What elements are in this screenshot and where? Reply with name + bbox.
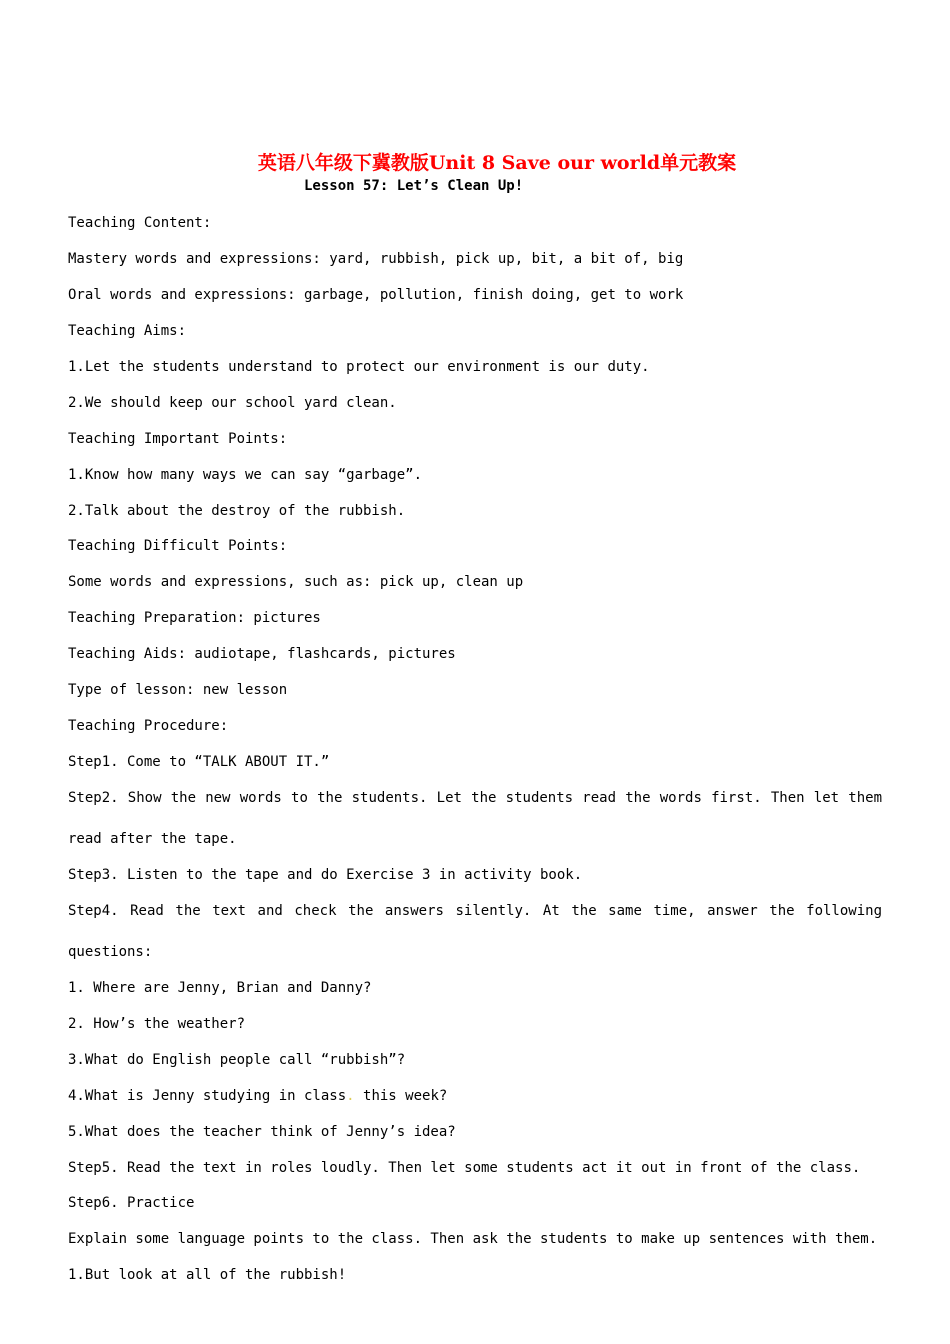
stray-mark: .: [346, 1088, 355, 1104]
teaching-aims-heading: Teaching Aims:: [68, 323, 187, 339]
step-4-continuation: questions:: [68, 944, 153, 960]
document-title: 英语八年级下冀教版Unit 8 Save our world单元教案: [257, 152, 737, 174]
step-4: Step4. Read the text and check the answers silently. At the same time, answer the following: [68, 903, 882, 919]
lesson-subtitle: Lesson 57: Let’s Clean Up!: [304, 178, 524, 194]
question-1: 1. Where are Jenny, Brian and Danny?: [68, 980, 372, 996]
lesson-type-line: Type of lesson: new lesson: [68, 682, 288, 698]
teaching-content-heading: Teaching Content:: [68, 215, 212, 231]
step-3: Step3. Listen to the tape and do Exercise 3 in activity book.: [68, 867, 583, 883]
question-5: 5.What does the teacher think of Jenny’s idea?: [68, 1124, 456, 1140]
teaching-aids-line: Teaching Aids: audiotape, flashcards, pictures: [68, 646, 456, 662]
practice-explanation: Explain some language points to the class. Then ask the students to make up sentences with them.: [68, 1231, 878, 1247]
question-4-part-1: 4.What is Jenny studying in class: [68, 1088, 347, 1104]
aim-item-2: 2.We should keep our school yard clean.: [68, 395, 397, 411]
question-3: 3.What do English people call “rubbish”?: [68, 1052, 406, 1068]
practice-item-1: 1.But look at all of the rubbish!: [68, 1267, 347, 1283]
important-point-1: 1.Know how many ways we can say “garbage”.: [68, 467, 423, 483]
question-4-part-2: this week?: [354, 1088, 448, 1104]
difficult-points-heading: Teaching Difficult Points:: [68, 538, 288, 554]
important-point-2: 2.Talk about the destroy of the rubbish.: [68, 503, 406, 519]
teaching-procedure-heading: Teaching Procedure:: [68, 718, 229, 734]
oral-words-line: Oral words and expressions: garbage, pollution, finish doing, get to work: [68, 287, 684, 303]
step-1: Step1. Come to “TALK ABOUT IT.”: [68, 754, 330, 770]
question-4: [68, 1087, 447, 1105]
question-2: 2. How’s the weather?: [68, 1016, 246, 1032]
difficult-points-line: Some words and expressions, such as: pick up, clean up: [68, 574, 524, 590]
step-2-continuation: read after the tape.: [68, 831, 237, 847]
mastery-words-line: Mastery words and expressions: yard, rubbish, pick up, bit, a bit of, big: [68, 251, 684, 267]
teaching-preparation-line: Teaching Preparation: pictures: [68, 610, 321, 626]
step-5: Step5. Read the text in roles loudly. Then let some students act it out in front of the class.: [68, 1160, 861, 1176]
step-2: Step2. Show the new words to the students. Let the students read the words first. Then let them: [68, 790, 882, 806]
step-6: Step6. Practice: [68, 1195, 195, 1211]
aim-item-1: 1.Let the students understand to protect our environment is our duty.: [68, 359, 650, 375]
important-points-heading: Teaching Important Points:: [68, 431, 288, 447]
